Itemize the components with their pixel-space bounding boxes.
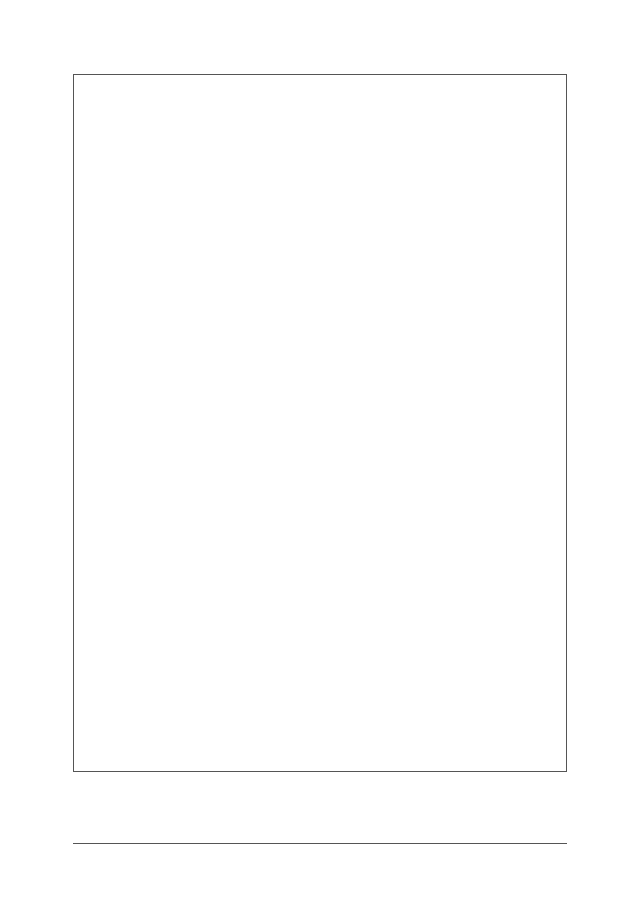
syllabus-table-frame [73, 74, 567, 772]
footer-rule [73, 843, 567, 844]
